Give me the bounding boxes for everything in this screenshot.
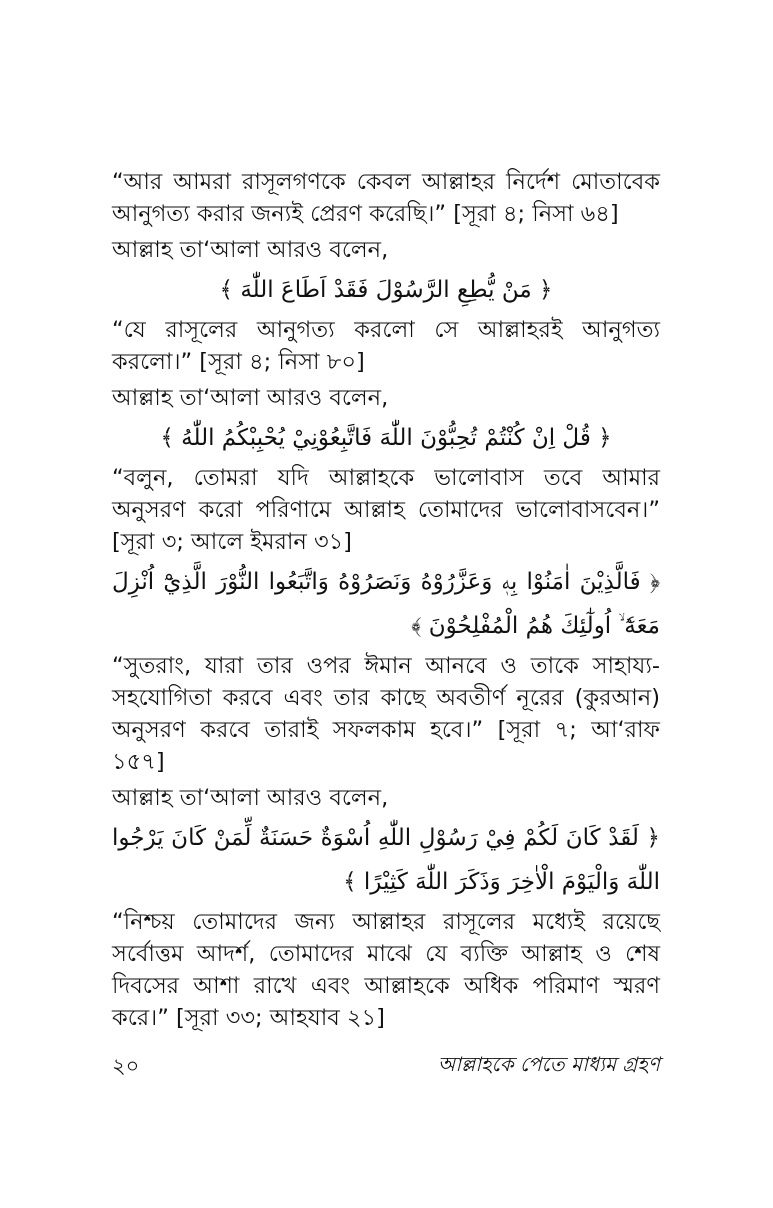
translation-paragraph-1: “আর আমরা রাসূলগণকে কেবল আল্লাহর নির্দেশ মোতাবেক আনুগত্য করার জন্যই প্রেরণ করেছি।” [সূরা ৪; নিসা ৬৪] [112,169,660,227]
running-title: আল্লাহকে পেতে মাধ্যম গ্রহণ [437,1052,660,1076]
translation-paragraph-5: “নিশ্চয় তোমাদের জন্য আল্লাহর রাসূলের মধ্যেই রয়েছে সর্বোত্তম আদর্শ, তোমাদের মাঝে যে ব্যক্তি আল্লাহ ও শেষ দিবসের আশা রাখে এবং আল্লাহকে অধিক পরিমাণ স্মরণ করে।” [সূরা ৩৩; আহযাব ২১] [112,909,660,1031]
translation-paragraph-3: “বলুন, তোমরা যদি আল্লাহকে ভালোবাস তবে আমার অনুসরণ করো পরিণামে আল্লাহ তোমাদের ভালোবাসবেন।” [সূরা ৩; আলে ইমরান ৩১] [112,465,660,555]
quran-verse-3: ﴿ فَالَّذِيْنَ اٰمَنُوْا بِهٖ وَعَزَّرُوْهُ وَنَصَرُوْهُ وَاتَّبَعُوا النُّوْرَ الَّذِيْٓ اُنْزِلَ مَعَهٗٓ ۙ اُولٰٓئِكَ هُمُ الْمُفْلِحُوْنَ ﴾ [112,569,660,639]
page-number: ২০ [112,1054,140,1078]
page-body [112,166,660,1034]
quran-verse-1: ﴿ مَنْ يُّطِعِ الرَّسُوْلَ فَقَدْ اَطَاعَ اللّٰهَ ﴾ [219,277,553,303]
page-footer [112,1050,660,1082]
translation-paragraph-2: “যে রাসূলের আনুগত্য করলো সে আল্লাহরই আনুগত্য করলো।” [সূরা ৪; নিসা ৮০] [112,317,660,375]
quran-verse-4: ﴿ لَقَدْ كَانَ لَكُمْ فِيْ رَسُوْلِ اللّٰهِ اُسْوَةٌ حَسَنَةٌ لِّمَنْ كَانَ يَرْجُوا اللّٰهَ وَالْيَوْمَ الْاٰخِرَ وَذَكَرَ اللّٰهَ كَثِيْرًا ﴾ [112,825,660,895]
intro-line-2: আল্লাহ তা‘আলা আরও বলেন, [112,385,389,411]
intro-line-3: আল্লাহ তা‘আলা আরও বলেন, [112,785,389,811]
intro-line-1: আল্লাহ তা‘আলা আরও বলেন, [112,237,389,263]
translation-paragraph-4: “সুতরাং, যারা তার ওপর ঈমান আনবে ও তাকে সাহায্য-সহযোগিতা করবে এবং তার কাছে অবতীর্ণ নূরের (কুরআন) অনুসরণ করবে তারাই সফলকাম হবে।” [সূরা ৭; আ‘রাফ ১৫৭] [112,653,660,775]
quran-verse-2: ﴿ قُلْ اِنْ كُنْتُمْ تُحِبُّوْنَ اللّٰهَ فَاتَّبِعُوْنِيْ يُحْبِبْكُمُ اللّٰهُ ﴾ [160,425,612,451]
